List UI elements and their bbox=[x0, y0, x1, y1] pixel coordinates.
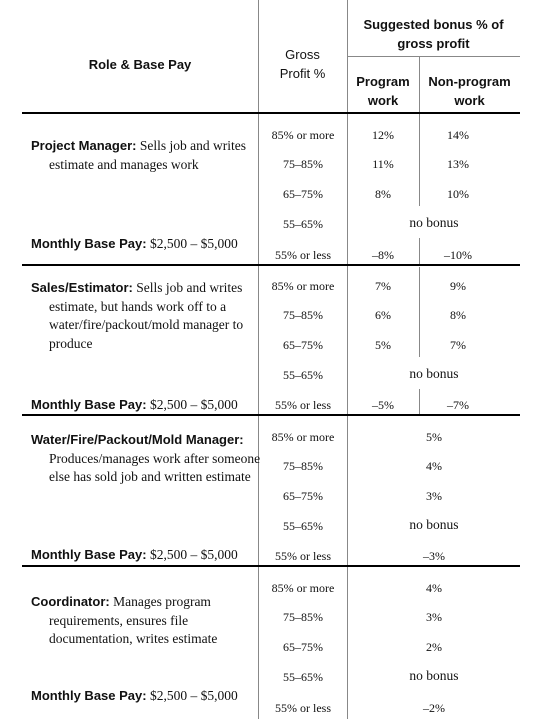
header-nonprogram-work: Non-program work bbox=[428, 74, 511, 108]
bonus-value: 3% bbox=[426, 489, 442, 503]
no-bonus-label: no bonus bbox=[409, 215, 459, 230]
gp-value: 55–65% bbox=[283, 519, 323, 533]
gp-value: 55–65% bbox=[283, 217, 323, 231]
header-bottom-rule bbox=[22, 112, 520, 114]
base-pay: Monthly Base Pay: $2,500 – $5,000 bbox=[31, 688, 238, 703]
bonus-value: –3% bbox=[423, 549, 445, 563]
base-pay: Monthly Base Pay: $2,500 – $5,000 bbox=[31, 547, 238, 562]
program-value: 5% bbox=[375, 338, 391, 352]
gp-value: 55% or less bbox=[275, 701, 331, 715]
header-role: Role & Base Pay bbox=[88, 57, 192, 72]
program-value: 12% bbox=[372, 128, 394, 142]
nonprogram-value: 13% bbox=[447, 157, 469, 171]
gp-value: 75–85% bbox=[283, 610, 323, 624]
gp-value: 55% or less bbox=[275, 248, 331, 262]
bonus-value: 4% bbox=[426, 459, 442, 473]
nonprogram-value: –10% bbox=[444, 248, 472, 262]
bonus-value: 4% bbox=[426, 581, 442, 595]
gp-value: 65–75% bbox=[283, 187, 323, 201]
role-coordinator: Coordinator: Manages program requirements, ensures file documentation, writes estimate bbox=[31, 594, 218, 646]
program-value: –5% bbox=[372, 398, 394, 412]
nonprogram-value: –7% bbox=[447, 398, 469, 412]
header-program-work: Program work bbox=[356, 74, 410, 108]
role-sales-estimator: Sales/Estimator: Sells job and writes estimate, but hands work off to a water/fire/packout/mold manager to produce bbox=[31, 280, 244, 351]
base-pay: Monthly Base Pay: $2,500 – $5,000 bbox=[31, 236, 238, 251]
bonus-value: –2% bbox=[423, 701, 445, 715]
gp-value: 65–75% bbox=[283, 489, 323, 503]
bonus-value: 3% bbox=[426, 610, 442, 624]
nonprogram-value: 8% bbox=[450, 308, 466, 322]
no-bonus-label: no bonus bbox=[409, 366, 459, 381]
nonprogram-value: 7% bbox=[450, 338, 466, 352]
nonprogram-value: 9% bbox=[450, 279, 466, 293]
gp-value: 75–85% bbox=[283, 157, 323, 171]
bonus-value: 5% bbox=[426, 430, 442, 444]
program-value: 11% bbox=[372, 157, 394, 171]
gp-value: 75–85% bbox=[283, 308, 323, 322]
gp-value: 55% or less bbox=[275, 549, 331, 563]
program-value: 8% bbox=[375, 187, 391, 201]
no-bonus-label: no bonus bbox=[409, 517, 459, 532]
no-bonus-label: no bonus bbox=[409, 668, 459, 683]
gp-value: 75–85% bbox=[283, 459, 323, 473]
gp-value: 85% or more bbox=[271, 430, 335, 444]
header-bonus-group: Suggested bonus % of gross profit bbox=[363, 17, 504, 51]
role-water-fire-manager: Water/Fire/Packout/Mold Manager: Produces/manages work after someone else has sold job and written estimate bbox=[31, 432, 261, 484]
nonprogram-value: 10% bbox=[447, 187, 469, 201]
gp-value: 55% or less bbox=[275, 398, 331, 412]
gp-value: 55–65% bbox=[283, 670, 323, 684]
gp-value: 85% or more bbox=[271, 279, 335, 293]
header-gross-profit: Gross Profit % bbox=[279, 47, 326, 81]
program-value: 6% bbox=[375, 308, 391, 322]
header-sub-rule bbox=[347, 56, 520, 57]
bonus-value: 2% bbox=[426, 640, 442, 654]
nonprogram-value: 14% bbox=[447, 128, 469, 142]
gp-value: 85% or more bbox=[271, 581, 335, 595]
section-rule-3 bbox=[22, 565, 520, 567]
gp-value: 55–65% bbox=[283, 368, 323, 382]
gp-value: 85% or more bbox=[271, 128, 335, 142]
gp-value: 65–75% bbox=[283, 640, 323, 654]
program-value: 7% bbox=[375, 279, 391, 293]
section-rule-1 bbox=[22, 264, 520, 266]
section-rule-2 bbox=[22, 414, 520, 416]
program-value: –8% bbox=[372, 248, 394, 262]
role-project-manager: Project Manager: Sells job and writes estimate and manages work bbox=[31, 138, 246, 172]
gp-value: 65–75% bbox=[283, 338, 323, 352]
base-pay: Monthly Base Pay: $2,500 – $5,000 bbox=[31, 397, 238, 412]
